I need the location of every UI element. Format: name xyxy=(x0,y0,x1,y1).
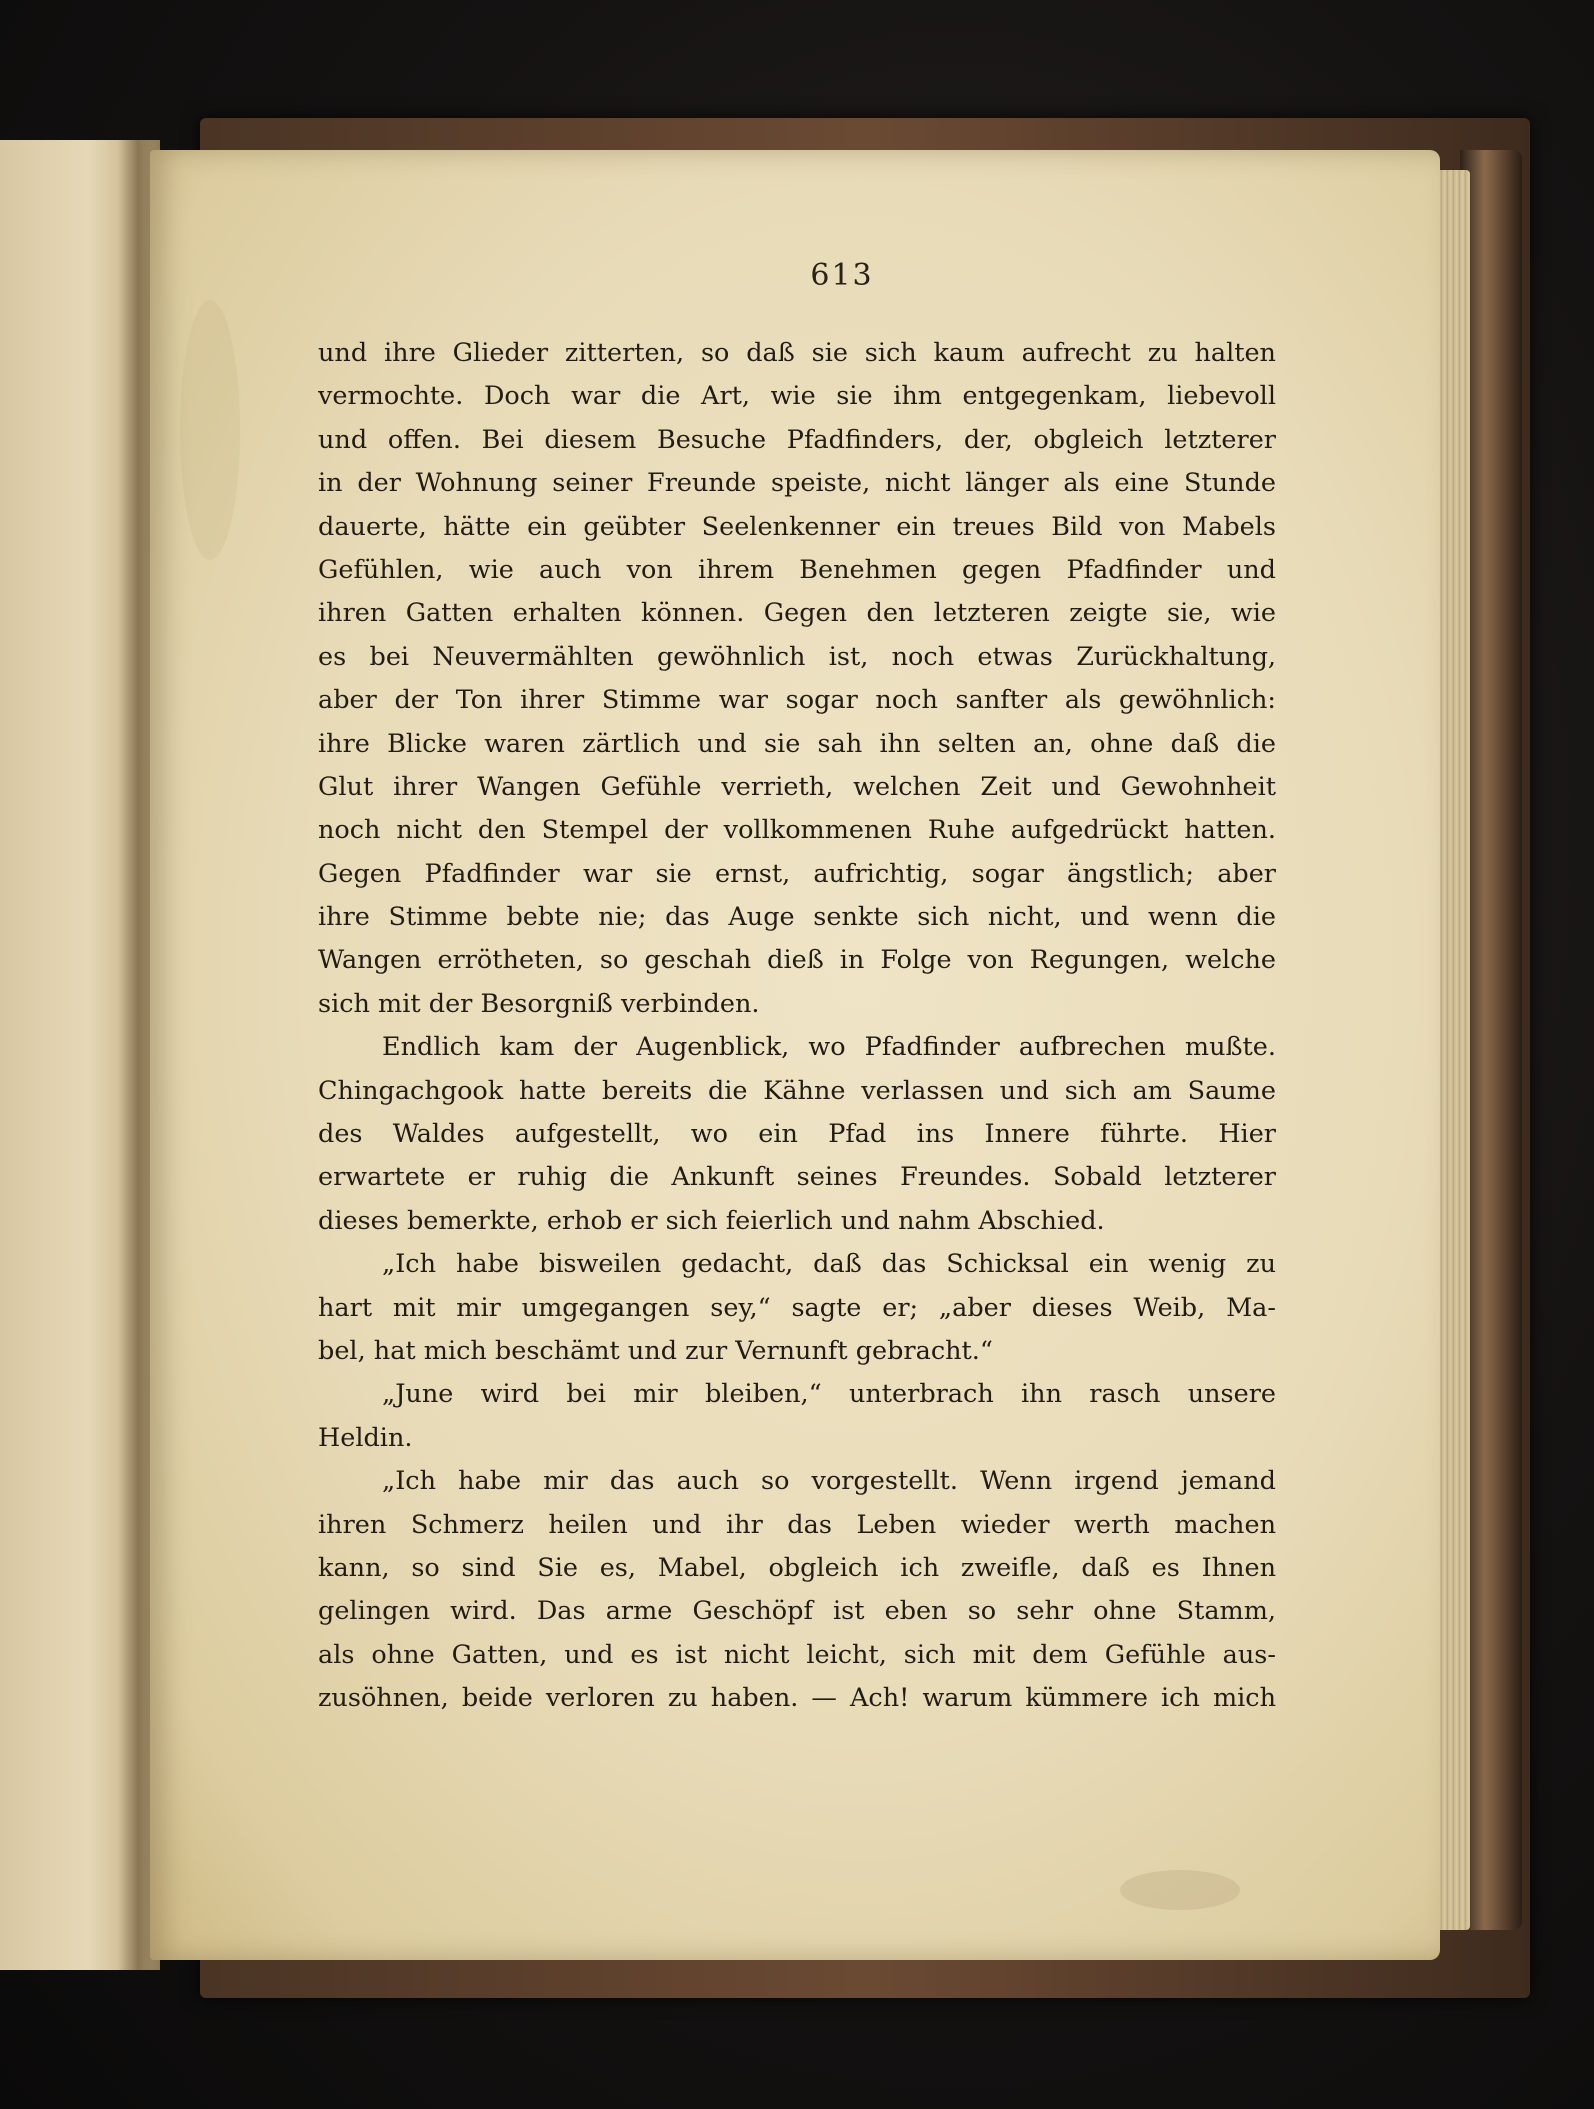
text-line: dauerte, hätte ein geübter Seelenkenner ein treues Bild von Mabels xyxy=(318,511,1276,542)
text-line: Gefühlen, wie auch von ihrem Benehmen gegen Pfadfinder und xyxy=(318,554,1276,585)
text-line: „Ich habe mir das auch so vorgestellt. Wenn irgend jemand xyxy=(382,1466,1276,1497)
paper-stain xyxy=(180,300,240,560)
text-line: Heldin. xyxy=(318,1422,413,1453)
text-line: ihre Blicke waren zärtlich und sie sah ihn selten an, ohne daß die xyxy=(318,728,1276,759)
text-line: als ohne Gatten, und es ist nicht leicht, sich mit dem Gefühle aus- xyxy=(318,1639,1276,1670)
body-text xyxy=(318,332,1276,1721)
text-line: Wangen errötheten, so geschah dieß in Folge von Regungen, welche xyxy=(318,945,1276,976)
text-line: ihren Schmerz heilen und ihr das Leben wieder werth machen xyxy=(318,1509,1276,1540)
text-line: bel, hat mich beschämt und zur Vernunft gebracht.“ xyxy=(318,1335,993,1366)
text-line: noch nicht den Stempel der vollkommenen Ruhe aufgedrückt hatten. xyxy=(318,815,1276,846)
text-line: gelingen wird. Das arme Geschöpf ist eben so sehr ohne Stamm, xyxy=(318,1596,1276,1627)
paper-stain xyxy=(1120,1870,1240,1910)
text-line: erwartete er ruhig die Ankunft seines Freundes. Sobald letzterer xyxy=(318,1162,1276,1193)
text-line: in der Wohnung seiner Freunde speiste, nicht länger als eine Stunde xyxy=(318,468,1276,499)
text-line: Chingachgook hatte bereits die Kähne verlassen und sich am Saume xyxy=(318,1075,1276,1106)
text-line: aber der Ton ihrer Stimme war sogar noch sanfter als gewöhnlich: xyxy=(318,685,1276,716)
text-line: „June wird bei mir bleiben,“ unterbrach ihn rasch unsere xyxy=(382,1379,1276,1410)
text-line: es bei Neuvermählten gewöhnlich ist, noch etwas Zurückhaltung, xyxy=(318,641,1276,672)
text-line: Glut ihrer Wangen Gefühle verrieth, welchen Zeit und Gewohnheit xyxy=(318,771,1276,802)
text-line: dieses bemerkte, erhob er sich feierlich und nahm Abschied. xyxy=(318,1205,1105,1236)
text-line: und ihre Glieder zitterten, so daß sie sich kaum aufrecht zu halten xyxy=(318,338,1276,368)
text-line: hart mit mir umgegangen sey,“ sagte er; „aber dieses Weib, Ma- xyxy=(318,1292,1276,1323)
text-line: zusöhnen, beide verloren zu haben. — Ach! warum kümmere ich mich xyxy=(318,1683,1276,1714)
text-line: und offen. Bei diesem Besuche Pfadfinders, der, obgleich letzterer xyxy=(318,424,1276,455)
text-line: vermochte. Doch war die Art, wie sie ihm entgegenkam, liebevoll xyxy=(318,381,1276,412)
text-line: kann, so sind Sie es, Mabel, obgleich ich zweifle, daß es Ihnen xyxy=(318,1552,1276,1583)
text-line: Gegen Pfadfinder war sie ernst, aufrichtig, sogar ängstlich; aber xyxy=(318,858,1276,889)
text-line: sich mit der Besorgniß verbinden. xyxy=(318,988,760,1019)
text-line: ihren Gatten erhalten können. Gegen den letzteren zeigte sie, wie xyxy=(318,598,1276,629)
text-line: „Ich habe bisweilen gedacht, daß das Schicksal ein wenig zu xyxy=(382,1249,1276,1280)
text-line: des Waldes aufgestellt, wo ein Pfad ins Innere führte. Hier xyxy=(318,1119,1276,1150)
page-number: 613 xyxy=(810,258,874,293)
text-line: Endlich kam der Augenblick, wo Pfadfinder aufbrechen mußte. xyxy=(382,1032,1276,1063)
text-line: ihre Stimme bebte nie; das Auge senkte sich nicht, und wenn die xyxy=(318,902,1276,933)
